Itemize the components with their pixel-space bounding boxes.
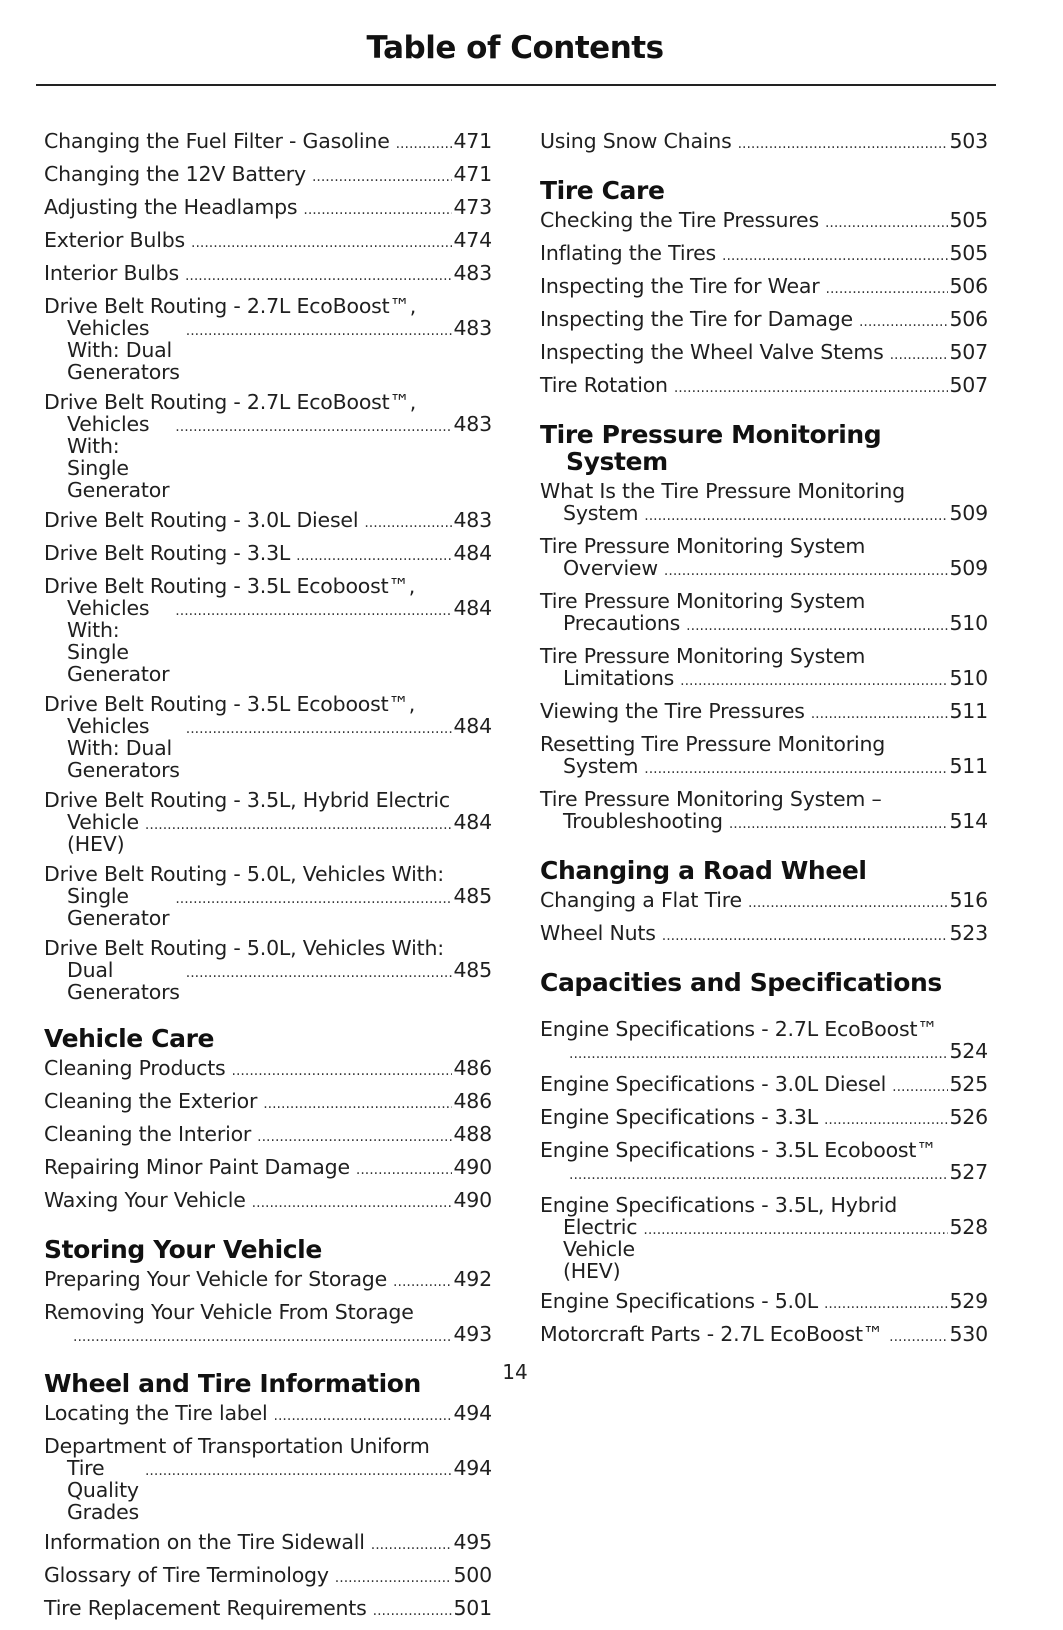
dot-leader [335,1567,453,1589]
dot-leader [811,703,949,725]
toc-entry-line [563,667,988,692]
toc-entry-title: Cleaning the Exterior [44,1089,258,1113]
dot-leader [175,600,452,622]
toc-entry[interactable] [540,1073,988,1098]
toc-entry-title: Engine Specifications - 3.0L Diesel [540,1072,887,1096]
toc-entry-line [44,195,492,221]
toc-entry-title: Inspecting the Wheel Valve Stems [540,340,884,364]
toc-entry[interactable] [44,1057,492,1082]
toc-entry-line [67,959,492,1003]
toc-entry-line [563,1161,988,1186]
toc-entry-title: Changing a Flat Tire [540,888,742,912]
dot-leader [274,1405,453,1427]
toc-page-number[interactable]: 503 [949,129,988,153]
toc-entry-title: Tire Replacement Requirements [44,1596,367,1620]
toc-entry-title: Motorcraft Parts - 2.7L EcoBoost™ [540,1322,884,1346]
section-heading: Wheel and Tire Information [44,1369,421,1398]
toc-entry-line [67,1323,492,1348]
toc-entry-title: Drive Belt Routing - 2.7L EcoBoost™, [44,390,417,414]
toc-page-number[interactable]: 494 [453,1401,492,1425]
dot-leader [396,133,453,155]
toc-entry-title-cont: Troubleshooting [563,809,723,833]
toc-entry[interactable] [44,789,492,855]
toc-entry[interactable] [44,863,492,929]
toc-page-number[interactable]: 505 [949,208,988,232]
dot-leader [662,925,949,947]
dot-leader [892,1076,948,1098]
toc-entry-title: Drive Belt Routing - 5.0L, Vehicles With: [44,936,444,960]
toc-section [44,1236,492,1348]
toc-entry-title: Repairing Minor Paint Damage [44,1155,350,1179]
toc-page-number[interactable]: 493 [453,1322,492,1346]
toc-entry[interactable] [44,1597,492,1622]
toc-entry-title: Inspecting the Tire for Wear [540,274,820,298]
toc-entry-line [540,1072,988,1098]
toc-page-number[interactable]: 516 [949,888,988,912]
toc-entry[interactable] [540,645,988,692]
toc-entry-line [540,307,988,333]
toc-entry-title: Resetting Tire Pressure Monitoring [540,732,886,756]
dot-leader [729,813,949,835]
toc-entry[interactable] [44,1189,492,1214]
toc-page-number[interactable]: 471 [453,162,492,186]
toc-entry-line [44,1563,492,1589]
toc-entry[interactable] [44,295,492,383]
toc-page-number[interactable]: 514 [949,809,988,833]
dot-leader [303,199,452,221]
toc-entry[interactable] [540,733,988,780]
toc-entry-line [563,810,988,835]
dot-leader [825,212,949,234]
dot-leader [644,758,948,780]
toc-entry-title: Changing the Fuel Filter - Gasoline [44,129,390,153]
toc-entry-line [44,261,492,287]
dot-leader [232,1060,453,1082]
toc-section [540,421,988,835]
toc-entry-title-cont: Overview [563,556,658,580]
toc-entry-title: Engine Specifications - 3.5L Ecoboost™ [540,1138,937,1162]
toc-entry[interactable] [540,535,988,582]
page-number: 14 [502,1360,528,1384]
section-heading: Capacities and Specifications [540,968,942,997]
toc-entry-line [67,715,492,781]
dot-leader [296,545,452,567]
toc-entry-line [67,317,492,383]
section-heading: Tire Care [540,176,665,205]
dot-leader [186,718,453,740]
toc-entry[interactable] [44,1268,492,1293]
toc-entry[interactable] [44,693,492,781]
toc-entry[interactable] [540,1139,988,1186]
toc-entry-title: Glossary of Tire Terminology [44,1563,329,1587]
toc-entry[interactable] [540,480,988,527]
toc-entry[interactable] [540,275,988,300]
toc-page-number[interactable]: 500 [453,1563,492,1587]
toc-entry-title: Tire Pressure Monitoring System [540,534,866,558]
toc-page-number[interactable]: 509 [949,556,988,580]
dot-leader [890,344,949,366]
toc-section [540,130,988,155]
toc-entry[interactable] [44,542,492,567]
page-title: Table of Contents [366,30,664,66]
toc-entry-title: Drive Belt Routing - 3.5L, Hybrid Electric [44,788,450,812]
dot-leader [824,1293,949,1315]
toc-entry[interactable] [540,700,988,725]
toc-entry[interactable] [540,1194,988,1282]
toc-page-number[interactable]: 473 [453,195,492,219]
toc-entry[interactable] [44,229,492,254]
dot-leader [371,1534,453,1556]
toc-entry-line [540,129,988,155]
toc-entry-title-cont: Precautions [563,611,681,635]
toc-entry-line [44,1089,492,1115]
toc-entry-title: Tire Pressure Monitoring System [540,644,866,668]
toc-entry-title: Tire Rotation [540,373,668,397]
dot-leader [257,1126,452,1148]
dot-leader [644,505,948,527]
toc-entry[interactable] [44,1090,492,1115]
toc-page-number[interactable]: 528 [949,1215,988,1239]
toc-page-number[interactable]: 484 [453,596,492,620]
toc-section [44,1025,492,1214]
toc-entry-title: Viewing the Tire Pressures [540,699,805,723]
toc-entry-title: Drive Belt Routing - 3.3L [44,541,291,565]
toc-entry[interactable] [540,308,988,333]
toc-entry[interactable] [540,1323,988,1348]
toc-entry-title: Inspecting the Tire for Damage [540,307,853,331]
toc-section [44,130,492,1003]
toc-page-number[interactable]: 501 [453,1596,492,1620]
toc-entry[interactable] [44,163,492,188]
dot-leader [175,416,452,438]
toc-page-number[interactable]: 485 [453,884,492,908]
dot-leader [722,245,948,267]
toc-entry-title: Department of Transportation Uniform [44,1434,430,1458]
toc-entry-title: Cleaning Products [44,1056,226,1080]
toc-entry-line [540,1105,988,1131]
toc-entry-line [540,241,988,267]
toc-entry-line [563,612,988,637]
toc-entry[interactable] [44,130,492,155]
toc-entry-line [67,413,492,501]
toc-entry-title-cont: Dual Generators [67,958,180,1004]
toc-entry-line [44,1267,492,1293]
dot-leader [826,278,949,300]
toc-entry-line [563,1040,988,1065]
toc-page-number[interactable]: 509 [949,501,988,525]
toc-entry-title-cont: Electric Vehicle (HEV) [563,1215,638,1283]
toc-page-number[interactable]: 483 [453,261,492,285]
dot-leader [185,265,453,287]
section-heading: Tire Pressure Monitoring System [540,420,882,476]
toc-entry[interactable] [44,196,492,221]
dot-leader [364,512,452,534]
toc-entry-line [540,274,988,300]
toc-entry-title: Engine Specifications - 5.0L [540,1289,818,1313]
toc-entry-line [540,921,988,947]
toc-page-number[interactable]: 527 [949,1160,988,1184]
toc-page-number[interactable]: 526 [949,1105,988,1129]
toc-page-number[interactable]: 486 [453,1056,492,1080]
toc-entry-line [44,1155,492,1181]
toc-entry[interactable] [540,889,988,914]
toc-entry-line [540,699,988,725]
toc-page-number[interactable]: 523 [949,921,988,945]
toc-entry-title: Adjusting the Headlamps [44,195,298,219]
toc-entry[interactable] [44,937,492,1003]
section-heading: Vehicle Care [44,1024,215,1053]
toc-page-number[interactable]: 474 [453,228,492,252]
toc-entry-line [563,1216,988,1282]
toc-entry-title: Locating the Tire label [44,1401,268,1425]
toc-entry-title: Interior Bulbs [44,261,179,285]
toc-entry-title: Engine Specifications - 3.5L, Hybrid [540,1193,898,1217]
dot-leader [73,1326,452,1348]
toc-page-number[interactable]: 490 [453,1155,492,1179]
toc-section [540,857,988,947]
toc-page-number[interactable]: 511 [949,754,988,778]
toc-entry-title-cont: Vehicles With: Dual Generators [67,714,180,782]
toc-page-number[interactable]: 483 [453,508,492,532]
toc-entry-title: Engine Specifications - 2.7L EcoBoost™ [540,1017,938,1041]
toc-entry[interactable] [44,1402,492,1427]
dot-leader [191,232,452,254]
toc-page-number[interactable]: 506 [949,307,988,331]
toc-entry[interactable] [540,1106,988,1131]
toc-entry[interactable] [540,209,988,234]
toc-page-number[interactable]: 488 [453,1122,492,1146]
toc-page-number[interactable]: 495 [453,1530,492,1554]
dot-leader [738,133,949,155]
toc-entry-title: Information on the Tire Sidewall [44,1530,365,1554]
toc-entry-line [44,129,492,155]
toc-page-number[interactable]: 510 [949,611,988,635]
toc-entry-line [563,502,988,527]
toc-entry-title-cont: Single Generator [67,884,170,930]
toc-entry-title-cont: Tire Quality Grades [67,1456,139,1524]
dot-leader [252,1192,453,1214]
toc-entry[interactable] [540,1018,988,1065]
toc-entry[interactable] [540,1290,988,1315]
toc-entry[interactable] [540,242,988,267]
toc-page-number[interactable]: 510 [949,666,988,690]
toc-entry-line [44,162,492,188]
dot-leader [643,1219,948,1241]
dot-leader [263,1093,452,1115]
toc-entry-line [44,1188,492,1214]
toc-entry-title: Changing the 12V Battery [44,162,306,186]
toc-entry[interactable] [540,922,988,947]
toc-entry-line [67,885,492,929]
toc-entry-line [44,228,492,254]
dot-leader [748,892,949,914]
toc-entry-title: Tire Pressure Monitoring System [540,589,866,613]
toc-entry[interactable] [540,590,988,637]
toc-section [540,177,988,399]
toc-entry-title: Removing Your Vehicle From Storage [44,1300,414,1324]
toc-page-number[interactable]: 494 [453,1456,492,1480]
dot-leader [664,560,949,582]
dot-leader [145,1460,453,1482]
dot-leader [186,962,453,984]
toc-page-number[interactable]: 483 [453,412,492,436]
dot-leader [824,1109,949,1131]
toc-entry-title: Using Snow Chains [540,129,732,153]
title-divider [36,84,996,86]
toc-entry[interactable] [44,1435,492,1523]
toc-entry-title: Cleaning the Interior [44,1122,252,1146]
section-heading: Storing Your Vehicle [44,1235,322,1264]
toc-entry-title-cont: Vehicles With: Dual Generators [67,316,180,384]
toc-entry[interactable] [44,391,492,501]
toc-entry[interactable] [44,509,492,534]
toc-page-number[interactable]: 483 [453,316,492,340]
toc-entry[interactable] [540,130,988,155]
toc-page-number[interactable]: 485 [453,958,492,982]
toc-page-number[interactable]: 507 [949,340,988,364]
toc-page-number[interactable]: 505 [949,241,988,265]
toc-section [44,1370,492,1622]
toc-entry-line [563,755,988,780]
toc-entry-title: Drive Belt Routing - 3.5L Ecoboost™, [44,692,416,716]
toc-entry-line [44,1530,492,1556]
toc-entry-line [44,508,492,534]
toc-section [540,969,988,1348]
toc-entry[interactable] [540,788,988,835]
toc-entry[interactable] [44,575,492,685]
toc-entry-title: What Is the Tire Pressure Monitoring [540,479,905,503]
toc-page-number[interactable]: 530 [949,1322,988,1346]
toc-entry[interactable] [44,1123,492,1148]
toc-entry-line [540,1322,988,1348]
toc-entry-title-cont: Limitations [563,666,675,690]
toc-entry-title: Drive Belt Routing - 3.0L Diesel [44,508,359,532]
toc-entry-line [563,557,988,582]
dot-leader [569,1164,948,1186]
toc-entry-line [540,373,988,399]
toc-entry-line [67,597,492,685]
toc-entry-title-cont: Vehicles With: Single Generator [67,596,170,686]
toc-entry-line [67,1457,492,1523]
dot-leader [145,814,453,836]
toc-entry-title: Waxing Your Vehicle [44,1188,246,1212]
toc-page-number[interactable]: 525 [949,1072,988,1096]
dot-leader [569,1043,948,1065]
section-heading: Changing a Road Wheel [540,856,867,885]
toc-page-number[interactable]: 471 [453,129,492,153]
toc-entry[interactable] [44,1301,492,1348]
toc-column-left [44,130,492,1630]
toc-entry[interactable] [540,374,988,399]
toc-page-number[interactable]: 484 [453,541,492,565]
toc-entry[interactable] [44,1531,492,1556]
toc-entry[interactable] [44,262,492,287]
toc-entry-line [44,1596,492,1622]
toc-entry-line [44,1401,492,1427]
dot-leader [356,1159,453,1181]
toc-page-number[interactable]: 511 [949,699,988,723]
dot-leader [393,1271,452,1293]
toc-entry-title: Drive Belt Routing - 3.5L Ecoboost™, [44,574,416,598]
dot-leader [175,888,452,910]
toc-entry-line [44,1056,492,1082]
toc-entry[interactable] [44,1156,492,1181]
toc-entry-title: Drive Belt Routing - 5.0L, Vehicles With: [44,862,444,886]
toc-entry-title: Exterior Bulbs [44,228,185,252]
toc-page-number[interactable]: 529 [949,1289,988,1313]
toc-page-number[interactable]: 490 [453,1188,492,1212]
toc-column-right [540,130,988,1356]
dot-leader [680,670,948,692]
toc-entry-title: Inflating the Tires [540,241,716,265]
toc-entry-title: Checking the Tire Pressures [540,208,819,232]
toc-entry-title: Preparing Your Vehicle for Storage [44,1267,388,1291]
toc-entry-title: Tire Pressure Monitoring System – [540,787,882,811]
toc-entry-line [540,1289,988,1315]
toc-page-number[interactable]: 524 [949,1039,988,1063]
dot-leader [373,1600,453,1622]
toc-entry[interactable] [44,1564,492,1589]
toc-page-number[interactable]: 506 [949,274,988,298]
toc-page-number[interactable]: 486 [453,1089,492,1113]
dot-leader [312,166,453,188]
toc-entry-line [540,208,988,234]
toc-entry-title-cont: Vehicle (HEV) [67,810,139,856]
toc-page-number[interactable]: 484 [453,714,492,738]
toc-entry-title-cont: System [563,501,639,525]
toc-page-number[interactable]: 492 [453,1267,492,1291]
toc-entry-line [540,888,988,914]
toc-entry-title: Engine Specifications - 3.3L [540,1105,818,1129]
toc-entry[interactable] [540,341,988,366]
toc-entry-line [44,541,492,567]
toc-entry-title-cont: System [563,754,639,778]
dot-leader [186,320,453,342]
toc-page-number[interactable]: 507 [949,373,988,397]
dot-leader [674,377,949,399]
dot-leader [859,311,949,333]
toc-page-number[interactable]: 484 [453,810,492,834]
toc-entry-title-cont: Vehicles With: Single Generator [67,412,170,502]
dot-leader [889,1326,948,1348]
toc-entry-title: Drive Belt Routing - 2.7L EcoBoost™, [44,294,417,318]
toc-entry-line [67,811,492,855]
toc-entry-line [540,340,988,366]
toc-entry-line [44,1122,492,1148]
toc-entry-title: Wheel Nuts [540,921,656,945]
dot-leader [686,615,948,637]
